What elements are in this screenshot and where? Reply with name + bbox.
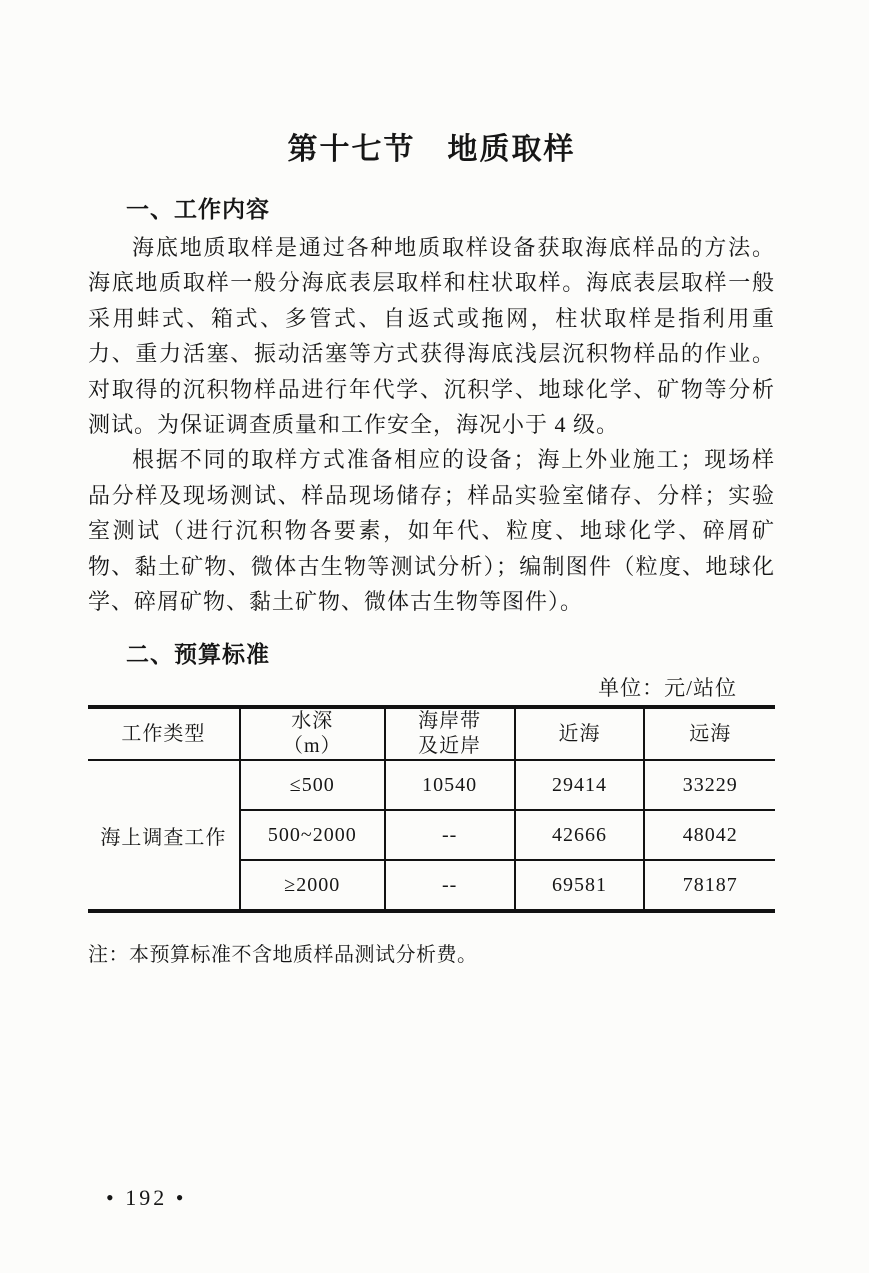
table-header-row (88, 707, 775, 760)
header-coastal-nearshore: 海岸带 及近岸 (385, 707, 515, 760)
section-heading-work-content: 一、工作内容 (126, 196, 270, 222)
paragraph-2: 根据不同的取样方式准备相应的设备；海上外业施工；现场样品分样及现场测试、样品现场储存；样品实验室储存、分样；实验室测试（进行沉积物各要素，如年代、粒度、地球化学、碎屑矿物、黏土矿物、微体古生物等测试分析）；编制图件（粒度、地球化学、碎屑矿物、黏土矿物、微体古生物等图件）。 (88, 447, 775, 615)
cell-coastal: -- (385, 860, 515, 911)
page-number: • 192 • (106, 1185, 187, 1210)
row-group-cell-marine-survey: 海上调查工作 (100, 826, 227, 849)
cell-far-sea: 78187 (644, 860, 775, 911)
page-title: 第十七节 地质取样 (287, 133, 576, 166)
header-water-depth: 水深 （m） (240, 707, 385, 760)
budget-table (88, 705, 775, 913)
cell-far-sea: 48042 (644, 810, 775, 860)
cell-far-sea: 33229 (644, 760, 775, 810)
table-unit-label: 单位：元/站位 (598, 676, 737, 701)
header-work-type: 工作类型 (88, 707, 240, 760)
header-near-sea: 近海 (515, 707, 645, 760)
cell-coastal: -- (385, 810, 515, 860)
table-note: 注：本预算标准不含地质样品测试分析费。 (88, 944, 478, 967)
cell-depth: ≥2000 (240, 860, 385, 911)
cell-depth: 500~2000 (240, 810, 385, 860)
table-row (88, 760, 775, 810)
cell-near-sea: 29414 (515, 760, 645, 810)
cell-near-sea: 69581 (515, 860, 645, 911)
cell-near-sea: 42666 (515, 810, 645, 860)
paragraph-1: 海底地质取样是通过各种地质取样设备获取海底样品的方法。海底地质取样一般分海底表层取样和柱状取样。海底表层取样一般采用蚌式、箱式、多管式、自返式或拖网，柱状取样是指利用重力、重力活塞、振动活塞等方式获得海底浅层沉积物样品的作业。对取得的沉积物样品进行年代学、沉积学、地球化学、矿物等分析测试。为保证调查质量和工作安全，海况小于 4 级。 (88, 235, 775, 438)
header-far-sea: 远海 (644, 707, 775, 760)
section-heading-budget-standard: 二、预算标准 (126, 641, 270, 668)
cell-depth: ≤500 (240, 760, 385, 810)
cell-coastal: 10540 (385, 760, 515, 810)
